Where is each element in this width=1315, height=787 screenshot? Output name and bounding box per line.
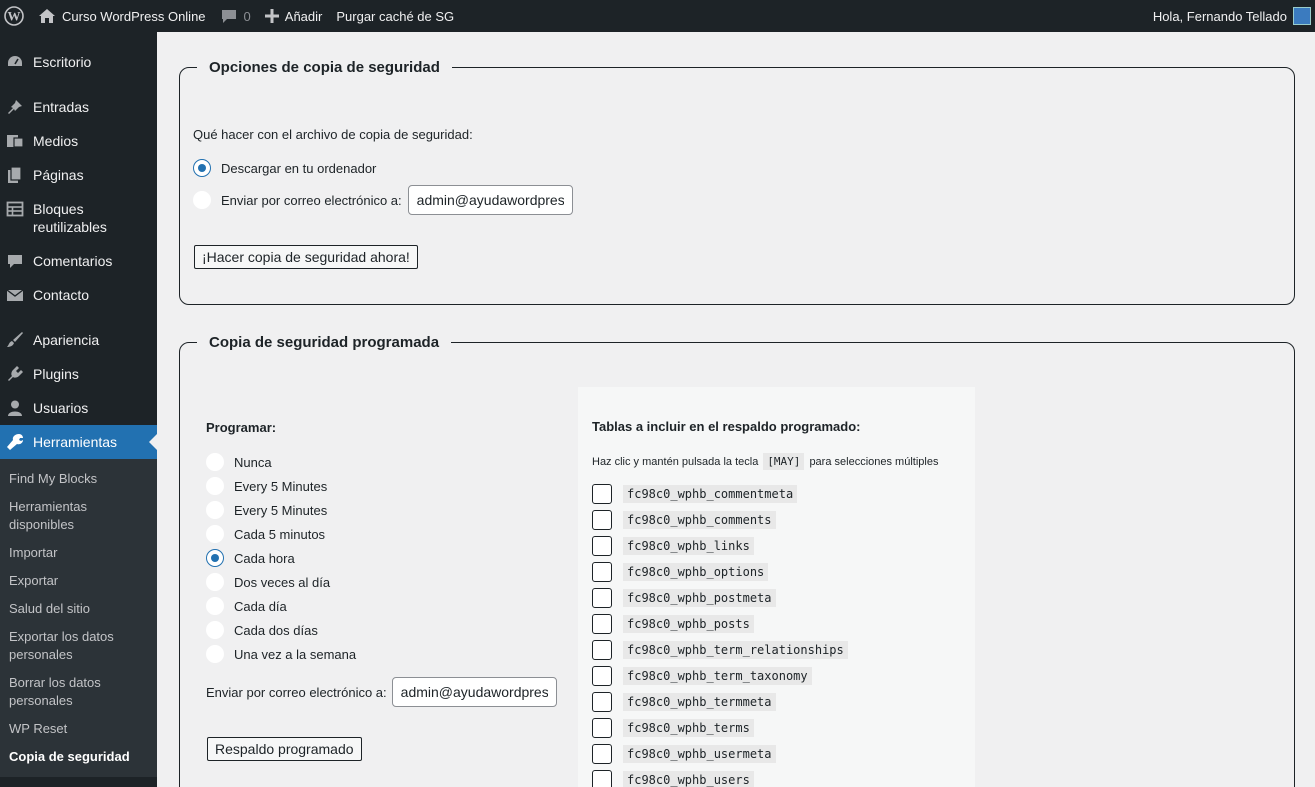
submenu-borrar-datos[interactable]: Borrar los datos personales (9, 675, 101, 708)
backup-email-input[interactable] (408, 185, 573, 215)
schedule-option[interactable] (206, 621, 318, 639)
table-checkbox[interactable] (592, 484, 612, 504)
tables-title: Tablas a incluir en el respaldo programado: (592, 419, 861, 434)
sidebar-label: Escritorio (33, 54, 92, 70)
schedule-option-label: Dos veces al día (234, 574, 331, 590)
avatar (1293, 7, 1311, 25)
table-row[interactable] (592, 510, 776, 530)
my-account-link[interactable] (1153, 7, 1315, 25)
user-icon (6, 399, 24, 417)
table-name: fc98c0_wphb_term_relationships (623, 641, 848, 659)
table-row[interactable] (592, 484, 797, 504)
table-name: fc98c0_wphb_term_taxonomy (623, 667, 812, 685)
table-row[interactable] (592, 562, 768, 582)
add-new-link[interactable] (258, 0, 330, 32)
plus-icon (265, 9, 279, 23)
table-name: fc98c0_wphb_postmeta (623, 589, 776, 607)
media-icon (6, 132, 24, 150)
sidebar-label: Apariencia (33, 332, 100, 348)
comments-count: 0 (243, 8, 251, 24)
sidebar-item-usuarios[interactable] (0, 391, 157, 425)
dashboard-icon (6, 53, 24, 71)
hint-key: [MAY] (763, 453, 804, 470)
schedule-radio[interactable] (206, 573, 224, 591)
schedule-radio[interactable] (206, 597, 224, 615)
schedule-option[interactable] (206, 525, 325, 543)
purge-cache-link[interactable] (329, 0, 461, 32)
pin-icon (6, 98, 24, 116)
submenu-salud-del-sitio[interactable]: Salud del sitio (9, 601, 90, 616)
wordpress-logo-button[interactable] (0, 0, 31, 32)
schedule-option-label: Cada dos días (234, 622, 318, 638)
table-name: fc98c0_wphb_posts (623, 615, 754, 633)
email-option-label: Enviar por correo electrónico a: (221, 192, 402, 208)
wrench-icon (6, 433, 24, 451)
comments-link[interactable] (213, 0, 258, 32)
schedule-option-label: Every 5 Minutes (234, 478, 328, 494)
sidebar-label: Bloques reutilizables (33, 201, 107, 235)
table-name: fc98c0_wphb_terms (623, 719, 754, 737)
backup-options-box (179, 59, 1295, 305)
sidebar-label: Plugins (33, 366, 79, 382)
schedule-radio[interactable] (206, 477, 224, 495)
table-checkbox[interactable] (592, 562, 612, 582)
download-option[interactable] (193, 159, 376, 177)
schedule-option[interactable] (206, 573, 330, 591)
table-name: fc98c0_wphb_options (623, 563, 768, 581)
table-checkbox[interactable] (592, 666, 612, 686)
submenu-importar[interactable]: Importar (9, 545, 58, 560)
blocks-icon (6, 200, 24, 218)
schedule-option-label: Cada día (234, 598, 287, 614)
hint-after: para selecciones múltiples (809, 455, 939, 468)
table-checkbox[interactable] (592, 692, 612, 712)
table-row[interactable] (592, 666, 812, 686)
admin-bar (0, 0, 1315, 32)
schedule-option-label: Cada 5 minutos (234, 526, 326, 542)
schedule-radio[interactable] (206, 501, 224, 519)
email-option[interactable] (193, 185, 573, 215)
plugin-icon (6, 365, 24, 383)
schedule-radio[interactable] (206, 645, 224, 663)
sidebar-item-bloques[interactable] (0, 192, 157, 244)
backup-now-button[interactable]: ¡Hacer copia de seguridad ahora! (194, 245, 418, 269)
schedule-label-row (206, 420, 276, 435)
sidebar-item-paginas[interactable] (0, 158, 157, 192)
scheduled-email-row (206, 677, 557, 707)
sidebar-item-plugins[interactable] (0, 357, 157, 391)
submenu-exportar[interactable]: Exportar (9, 573, 59, 588)
download-option-label: Descargar en tu ordenador (221, 160, 377, 176)
comment-icon (6, 252, 24, 270)
schedule-option-label: Cada hora (234, 550, 295, 566)
email-radio[interactable] (193, 191, 211, 209)
sidebar-item-herramientas[interactable] (0, 425, 157, 459)
sidebar-item-medios[interactable] (0, 124, 157, 158)
sidebar-label: Páginas (33, 167, 84, 183)
sidebar-label: Medios (33, 133, 79, 149)
scheduled-email-input[interactable] (392, 677, 557, 707)
comment-bubble-icon (220, 8, 238, 24)
table-checkbox[interactable] (592, 718, 612, 738)
table-checkbox[interactable] (592, 640, 612, 660)
sidebar-label: Usuarios (33, 400, 89, 416)
submenu-copia-de-seguridad[interactable]: Copia de seguridad (9, 749, 130, 764)
sidebar-label: Comentarios (33, 253, 113, 269)
greeting-label: Hola, Fernando Tellado (1152, 8, 1287, 24)
home-icon (38, 8, 56, 24)
schedule-option[interactable] (206, 645, 356, 663)
schedule-option-label: Una vez a la semana (234, 646, 357, 662)
table-row[interactable] (592, 770, 754, 787)
submenu-find-my-blocks[interactable]: Find My Blocks (9, 471, 98, 486)
admin-sidebar (0, 32, 157, 787)
submenu-exportar-datos[interactable]: Exportar los datos personales (9, 629, 114, 662)
table-row[interactable] (592, 614, 754, 634)
sidebar-item-comentarios[interactable] (0, 244, 157, 278)
scheduled-backup-button[interactable]: Respaldo programado (207, 737, 362, 761)
schedule-radio[interactable] (206, 621, 224, 639)
schedule-option[interactable] (206, 597, 287, 615)
schedule-radio[interactable] (206, 453, 224, 471)
svg-text:W: W (7, 8, 21, 24)
schedule-label: Programar: (206, 420, 277, 435)
schedule-option[interactable] (206, 477, 327, 495)
site-name-link[interactable] (31, 0, 213, 32)
table-row[interactable] (592, 744, 776, 764)
wordpress-logo-icon (4, 6, 24, 26)
table-checkbox[interactable] (592, 770, 612, 787)
mail-icon (6, 286, 24, 304)
schedule-radio[interactable] (206, 525, 224, 543)
main-content (157, 32, 1315, 787)
table-name: fc98c0_wphb_links (623, 537, 754, 555)
schedule-option[interactable] (206, 549, 295, 567)
table-checkbox[interactable] (592, 536, 612, 556)
table-name: fc98c0_wphb_termmeta (623, 693, 776, 711)
submenu-wp-reset[interactable]: WP Reset (9, 721, 68, 736)
sidebar-label: Herramientas (33, 434, 118, 450)
table-row[interactable] (592, 692, 776, 712)
table-name: fc98c0_wphb_usermeta (623, 745, 776, 763)
table-row[interactable] (592, 588, 776, 608)
sidebar-item-apariencia[interactable] (0, 323, 157, 357)
tables-panel (578, 387, 975, 787)
multi-select-hint (592, 453, 938, 470)
schedule-option[interactable] (206, 453, 272, 471)
backup-options-legend: Opciones de copia de seguridad (197, 58, 452, 78)
backup-question-label: Qué hacer con el archivo de copia de seguridad: (193, 127, 473, 142)
table-row[interactable] (592, 536, 754, 556)
table-checkbox[interactable] (592, 588, 612, 608)
table-name: fc98c0_wphb_users (623, 771, 754, 787)
schedule-radio-selected[interactable] (206, 549, 224, 567)
add-new-label: Añadir (284, 8, 323, 24)
schedule-option[interactable] (206, 501, 327, 519)
pages-icon (6, 166, 24, 184)
table-checkbox[interactable] (592, 744, 612, 764)
hint-before: Haz clic y mantén pulsada la tecla (592, 455, 759, 468)
table-name: fc98c0_wphb_commentmeta (623, 485, 797, 503)
sidebar-item-entradas[interactable] (0, 90, 157, 124)
table-checkbox[interactable] (592, 510, 612, 530)
backup-question (193, 127, 473, 142)
tools-submenu (0, 459, 157, 777)
sidebar-item-contacto[interactable] (0, 278, 157, 312)
schedule-option-label: Every 5 Minutes (234, 502, 328, 518)
site-name-label: Curso WordPress Online (62, 8, 206, 24)
brush-icon (6, 331, 24, 349)
purge-cache-label: Purgar caché de SG (336, 8, 455, 24)
schedule-option-label: Nunca (234, 454, 272, 470)
submenu-herramientas-disponibles[interactable]: Herramientas disponibles (9, 499, 88, 532)
table-checkbox[interactable] (592, 614, 612, 634)
download-radio[interactable] (193, 159, 211, 177)
sidebar-label: Contacto (33, 287, 90, 303)
table-row[interactable] (592, 640, 848, 660)
sidebar-item-escritorio[interactable] (0, 43, 157, 81)
scheduled-email-label: Enviar por correo electrónico a: (206, 684, 387, 700)
sidebar-label: Entradas (33, 99, 90, 115)
table-name: fc98c0_wphb_comments (623, 511, 776, 529)
scheduled-backup-legend: Copia de seguridad programada (197, 333, 451, 353)
table-row[interactable] (592, 718, 754, 738)
